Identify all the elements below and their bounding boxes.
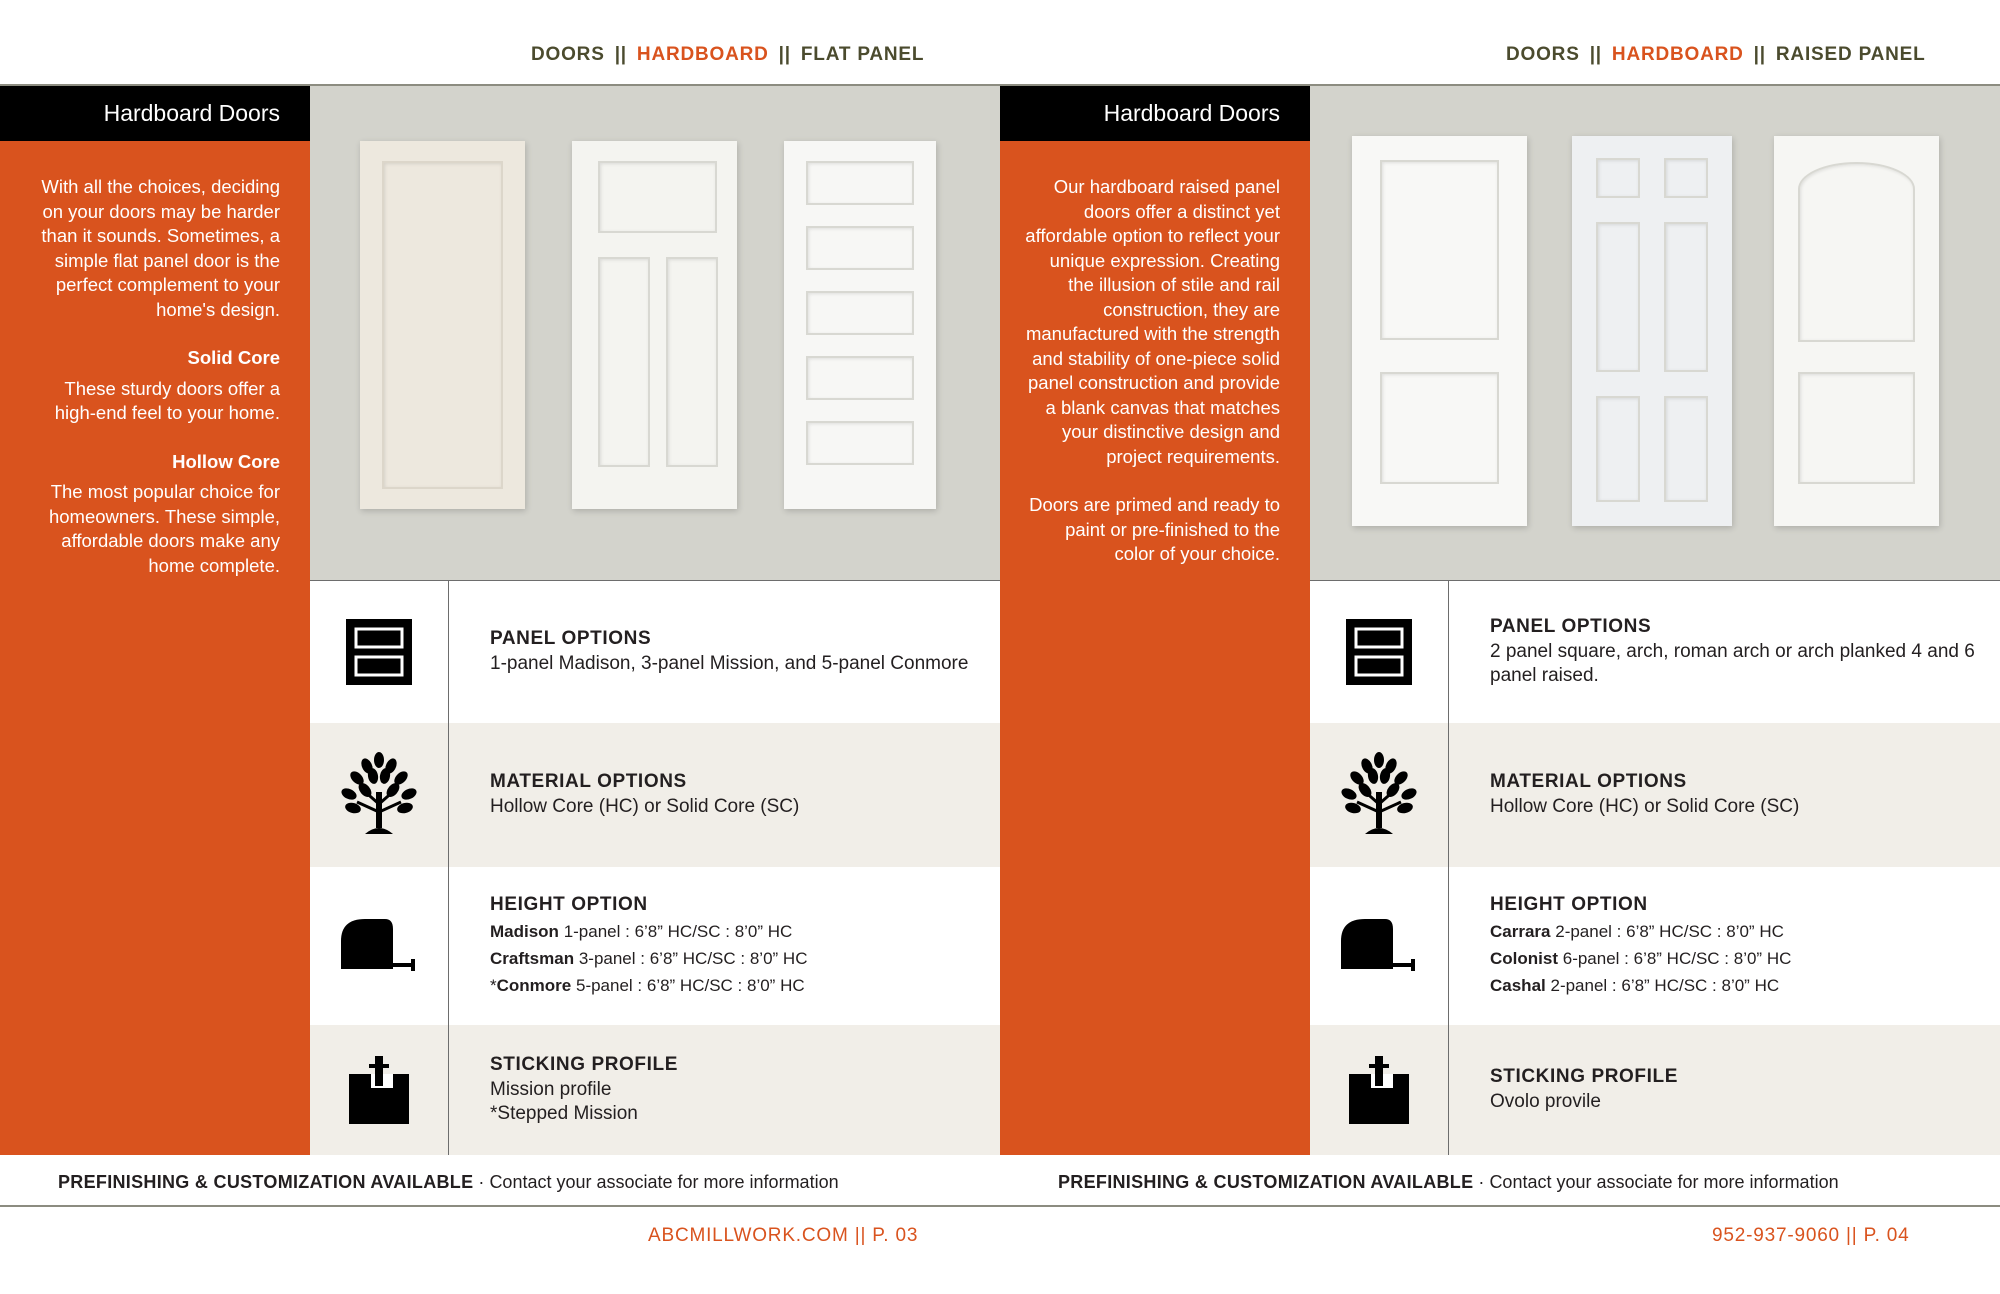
tape-measure-icon <box>1310 867 1448 1025</box>
panel-icon <box>1310 580 1448 723</box>
door-panel <box>1798 162 1915 342</box>
height-line-carrara: Carrara 2-panel : 6’8” HC/SC : 8’0” HC <box>1490 921 1784 941</box>
tree-icon <box>1310 723 1448 867</box>
material-options-title: MATERIAL OPTIONS <box>490 771 687 792</box>
breadcrumb-separator: || <box>778 44 791 65</box>
door-photo <box>1310 86 2000 580</box>
sticking-profile-title: STICKING PROFILE <box>1490 1066 1678 1087</box>
sticking-profile-line: *Stepped Mission <box>490 1103 638 1124</box>
door-panel <box>1596 222 1640 372</box>
material-options-desc: Hollow Core (HC) or Solid Core (SC) <box>490 796 800 817</box>
material-options-title: MATERIAL OPTIONS <box>1490 771 1687 792</box>
grid-divider <box>310 580 1000 581</box>
breadcrumb-hardboard[interactable]: HARDBOARD <box>636 44 769 65</box>
panel-options-row <box>310 580 1000 723</box>
solid-core-heading: Solid Core <box>187 347 280 368</box>
page-number: P. 04 <box>1863 1225 1910 1246</box>
door-panel <box>1798 372 1915 484</box>
options-grid <box>1310 580 2000 1155</box>
door-panel <box>382 161 503 489</box>
conmore-door <box>784 141 936 509</box>
footnote-bold: PREFINISHING & CUSTOMIZATION AVAILABLE <box>1058 1172 1474 1192</box>
material-options-row <box>310 723 1000 867</box>
door-panel <box>1596 396 1640 502</box>
footnote-text: Contact your associate for more information <box>1489 1172 1839 1192</box>
breadcrumb-separator: || <box>1589 44 1602 65</box>
grid-divider <box>1448 580 1449 1155</box>
sidebar-body <box>0 141 310 578</box>
breadcrumb-doors[interactable]: DOORS <box>1506 44 1580 65</box>
panel-options-title: PANEL OPTIONS <box>490 627 652 649</box>
breadcrumb-raised-panel[interactable]: RAISED PANEL <box>1775 44 1926 65</box>
cashal-door <box>1774 136 1939 526</box>
website-link[interactable]: ABCMILLWORK.COM <box>648 1225 849 1246</box>
height-line-madison: Madison 1-panel : 6’8” HC/SC : 8’0” HC <box>490 921 793 941</box>
door-panel <box>666 257 718 467</box>
footnote-bold: PREFINISHING & CUSTOMIZATION AVAILABLE <box>58 1172 474 1192</box>
footnote: PREFINISHING & CUSTOMIZATION AVAILABLE · Contact your associate for more information <box>1058 1172 1839 1192</box>
sidebar-title: Hardboard Doors <box>1000 86 1310 141</box>
sticking-profile-line: Mission profile <box>490 1079 612 1100</box>
page-footer: 952-937-9060 || P. 04 <box>1712 1225 1910 1246</box>
height-option-row <box>1310 867 2000 1025</box>
door-panel <box>1664 222 1708 372</box>
breadcrumb <box>531 44 924 66</box>
craftsman-door <box>572 141 737 509</box>
door-panel <box>1664 396 1708 502</box>
door-panel <box>806 421 914 465</box>
door-panel <box>598 161 717 233</box>
sticking-profile-icon <box>1310 1025 1448 1155</box>
door-panel <box>806 291 914 335</box>
solid-core-text: These sturdy doors offer a high-end feel to your home. <box>54 377 280 423</box>
breadcrumb-doors[interactable]: DOORS <box>531 44 605 65</box>
grid-divider <box>1310 580 2000 581</box>
height-option-title: HEIGHT OPTION <box>1490 893 1648 915</box>
breadcrumb-separator: || <box>1753 44 1766 65</box>
height-option-title: HEIGHT OPTION <box>490 893 648 915</box>
carrara-door <box>1352 136 1527 526</box>
panel-icon <box>310 580 448 723</box>
hollow-core-text: The most popular choice for homeowners. These simple, affordable doors make any home complete. <box>48 481 280 576</box>
footnote-text: Contact your associate for more information <box>489 1172 839 1192</box>
door-panel <box>1380 372 1499 484</box>
panel-options-title: PANEL OPTIONS <box>1490 615 1652 637</box>
sticking-profile-line: Ovolo provile <box>1490 1091 1601 1112</box>
colonist-door <box>1572 136 1732 526</box>
sticking-profile-row <box>310 1025 1000 1155</box>
height-line-cashal: Cashal 2-panel : 6’8” HC/SC : 8’0” HC <box>1490 975 1780 995</box>
hollow-core-heading: Hollow Core <box>172 450 280 472</box>
panel-options-row <box>1310 580 2000 723</box>
panel-options-desc: 2 panel square, arch, roman arch or arch planked 4 and 6 panel raised. <box>1490 640 1975 686</box>
height-line-colonist: Colonist 6-panel : 6’8” HC/SC : 8’0” HC <box>1490 948 1792 968</box>
door-panel <box>598 257 650 467</box>
breadcrumb-flat-panel[interactable]: FLAT PANEL <box>800 44 925 65</box>
footnote: PREFINISHING & CUSTOMIZATION AVAILABLE · Contact your associate for more information <box>58 1172 839 1192</box>
page-number: P. 03 <box>872 1225 919 1246</box>
page-right <box>1000 0 2000 1294</box>
grid-divider <box>448 580 449 1155</box>
door-panel <box>806 161 914 205</box>
breadcrumb <box>1506 44 1926 66</box>
height-line-conmore: *Conmore 5-panel : 6’8” HC/SC : 8’0” HC <box>490 975 805 995</box>
height-option-row <box>310 867 1000 1025</box>
sidebar-body <box>1000 141 1310 567</box>
material-options-row <box>1310 723 2000 867</box>
door-panel <box>1664 158 1708 198</box>
breadcrumb-hardboard[interactable]: HARDBOARD <box>1611 44 1744 65</box>
phone-number[interactable]: 952-937-9060 <box>1712 1225 1840 1246</box>
sidebar <box>1000 86 1310 1155</box>
intro-text: With all the choices, deciding on your doors may be harder than it sounds. Sometimes, a simple flat panel door is the perfect complement to your home's design. <box>41 176 280 320</box>
door-panel <box>806 356 914 400</box>
height-line-craftsman: Craftsman 3-panel : 6’8” HC/SC : 8’0” HC <box>490 948 808 968</box>
madison-door <box>360 141 525 509</box>
door-panel <box>806 226 914 270</box>
sticking-profile-icon <box>310 1025 448 1155</box>
page-footer: ABCMILLWORK.COM || P. 03 <box>648 1225 919 1246</box>
door-panel <box>1380 160 1499 340</box>
material-options-desc: Hollow Core (HC) or Solid Core (SC) <box>1490 796 1800 817</box>
options-grid <box>310 580 1000 1155</box>
intro-text: Our hardboard raised panel doors offer a distinct yet affordable option to reflect your unique expression. Creating the illusion of stile and rail construction, they are manufactured with the strength and stability of one-piece solid panel construction and provide a blank canvas that matches your distinctive design and project requirements. <box>1025 176 1280 467</box>
finish-text: Doors are primed and ready to paint or pre-finished to the color of your choice. <box>1029 494 1280 564</box>
bottom-divider <box>1000 1205 2000 1207</box>
sidebar <box>0 86 310 1155</box>
bottom-divider <box>0 1205 1000 1207</box>
breadcrumb-separator: || <box>614 44 627 65</box>
tape-measure-icon <box>310 867 448 1025</box>
panel-options-desc: 1-panel Madison, 3-panel Mission, and 5-panel Conmore <box>490 652 969 674</box>
sticking-profile-title: STICKING PROFILE <box>490 1054 678 1075</box>
sticking-profile-row <box>1310 1025 2000 1155</box>
sidebar-title: Hardboard Doors <box>0 86 310 141</box>
door-photo <box>310 86 1000 580</box>
door-panel <box>1596 158 1640 198</box>
tree-icon <box>310 723 448 867</box>
